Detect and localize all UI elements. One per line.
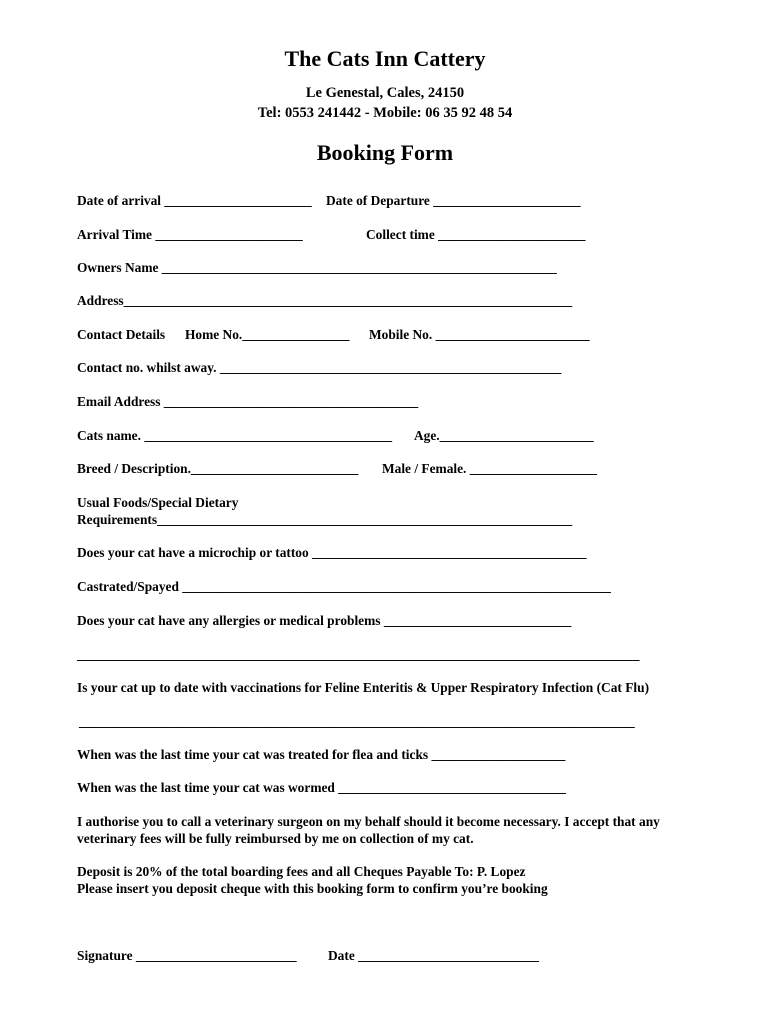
date-field[interactable]: Date ___________________________ [328, 948, 539, 963]
collect-time-field[interactable]: Collect time ______________________ [366, 227, 586, 242]
cattery-phone: Tel: 0553 241442 - Mobile: 06 35 92 48 54 [257, 105, 513, 121]
deposit-text-line1: Deposit is 20% of the total boarding fees and all Cheques Payable To: P. Lopez [77, 864, 526, 879]
arrival-time-field[interactable]: Arrival Time ______________________ [77, 227, 303, 242]
allergies-field[interactable]: Does your cat have any allergies or medical problems ____________________________ [77, 613, 572, 628]
home-number-field[interactable]: Home No.________________ [185, 327, 350, 342]
authorisation-text-line1: I authorise you to call a veterinary surgeon on my behalf should it become necessary. I accept that any [77, 814, 660, 829]
cattery-address: Le Genestal, Cales, 24150 [305, 85, 465, 101]
address-field[interactable]: Address___________________________________________________________________ [77, 293, 573, 308]
allergies-continuation-field[interactable]: ____________________________________________________________________________________ [77, 647, 640, 662]
microchip-field[interactable]: Does your cat have a microchip or tattoo _________________________________________ [77, 545, 587, 560]
sex-field[interactable]: Male / Female. ___________________ [382, 461, 597, 476]
form-title: Booking Form [316, 140, 454, 165]
cattery-name: The Cats Inn Cattery [284, 46, 486, 71]
castrated-field[interactable]: Castrated/Spayed ________________________________________________________________ [77, 579, 611, 594]
cat-age-field[interactable]: Age._______________________ [414, 428, 594, 443]
departure-date-field[interactable]: Date of Departure ______________________ [326, 193, 581, 208]
authorisation-text-line2: veterinary fees will be fully reimbursed by me on collection of my cat. [77, 831, 474, 846]
wormed-field[interactable]: When was the last time your cat was wormed __________________________________ [77, 780, 566, 795]
contact-away-field[interactable]: Contact no. whilst away. ___________________________________________________ [77, 360, 562, 375]
contact-details-label: Contact Details [77, 327, 166, 342]
email-field[interactable]: Email Address ______________________________________ [77, 394, 419, 409]
mobile-number-field[interactable]: Mobile No. _______________________ [369, 327, 590, 342]
breed-field[interactable]: Breed / Description._________________________ [77, 461, 359, 476]
dietary-field[interactable]: Requirements______________________________________________________________ [77, 512, 573, 527]
vaccinations-field[interactable]: ___________________________________________________________________________________ [79, 714, 635, 729]
flea-treatment-field[interactable]: When was the last time your cat was treated for flea and ticks ____________________ [77, 747, 566, 762]
owners-name-field[interactable]: Owners Name ___________________________________________________________ [77, 260, 557, 275]
cats-name-field[interactable]: Cats name. _____________________________________ [77, 428, 393, 443]
arrival-date-field[interactable]: Date of arrival ______________________ [77, 193, 312, 208]
signature-field[interactable]: Signature ________________________ [77, 948, 297, 963]
vaccinations-question: Is your cat up to date with vaccinations for Feline Enteritis & Upper Respiratory Infection (Cat Flu) [77, 680, 650, 695]
dietary-label: Usual Foods/Special Dietary [77, 495, 239, 510]
deposit-text-line2: Please insert you deposit cheque with this booking form to confirm you’re booking [77, 881, 548, 896]
